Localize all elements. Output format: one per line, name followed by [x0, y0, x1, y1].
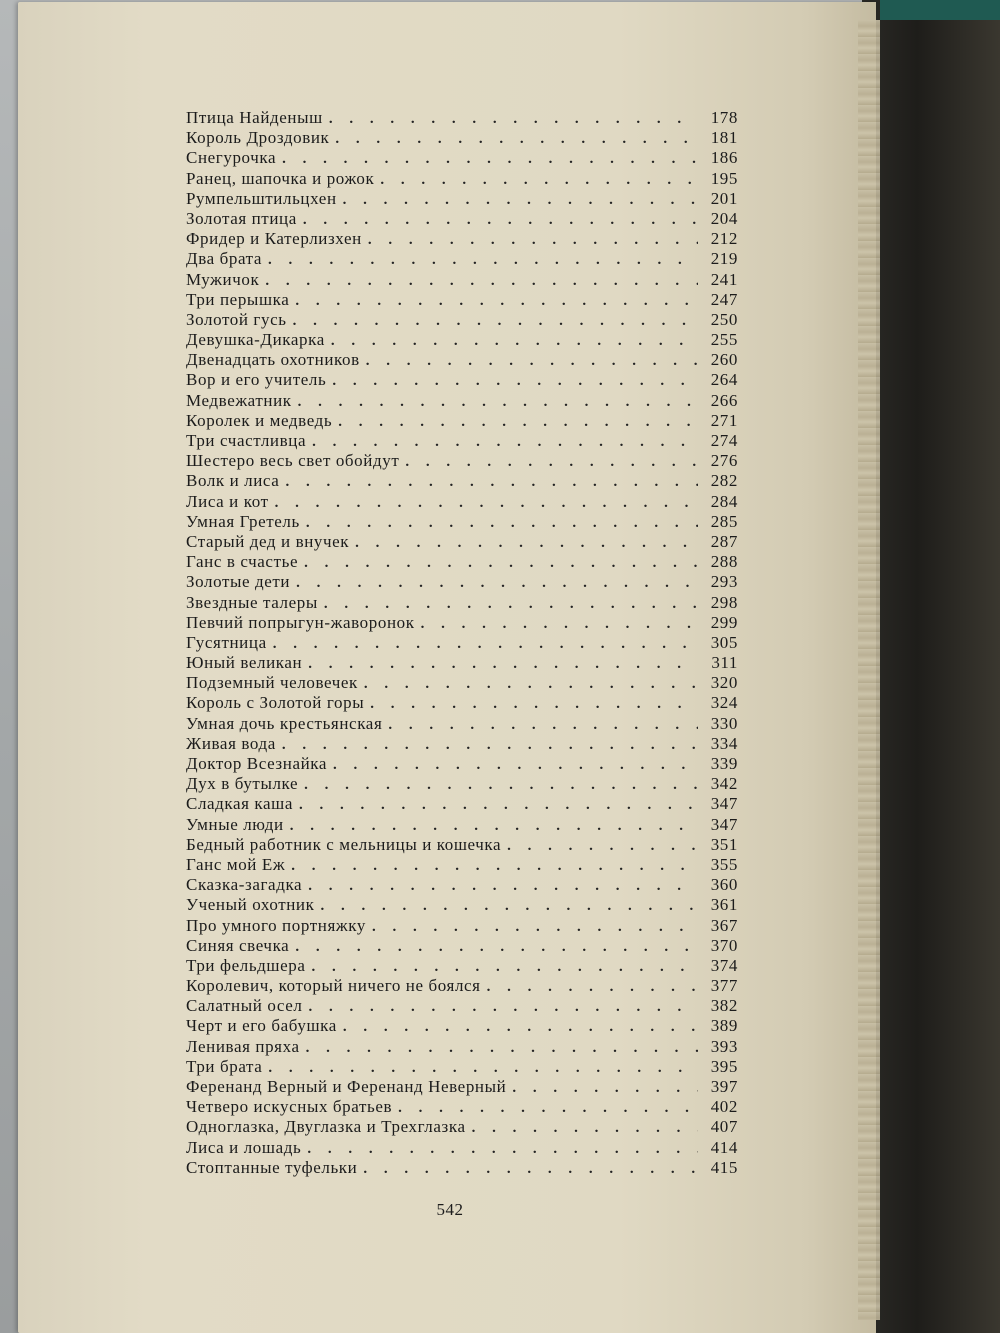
toc-entry [186, 794, 738, 814]
dot-leader [298, 777, 698, 794]
dot-leader [392, 1100, 698, 1117]
toc-entry-page: 255 [710, 330, 738, 350]
toc-entry-title: Доктор Всезнайка [186, 754, 328, 773]
toc-entry [186, 936, 738, 956]
dot-leader [302, 878, 698, 895]
toc-entry-page: 393 [710, 1036, 738, 1056]
toc-entry [186, 956, 738, 976]
dot-leader [301, 1141, 698, 1158]
toc-entry-page: 241 [710, 269, 738, 289]
toc-entry [186, 1117, 738, 1137]
toc-entry-page: 342 [710, 774, 738, 794]
toc-entry-title: Лиса и кот [186, 491, 269, 511]
toc-entry-title: Два брата [186, 249, 263, 269]
toc-entry-page: 204 [710, 208, 738, 228]
toc-entry-page: 201 [710, 188, 738, 208]
toc-entry-title: Ученый охотник [186, 895, 315, 915]
toc-entry-page: 320 [710, 673, 738, 693]
toc-entry-title: Ганс мой Еж [186, 854, 286, 874]
toc-entry [186, 451, 738, 471]
toc-entry-title: Фридер и Катерлизхен [186, 229, 362, 249]
toc-entry-title: Мужичок [186, 269, 260, 289]
toc-entry-page: 324 [710, 693, 738, 713]
toc-entry-page: 311 [711, 653, 738, 673]
toc-entry [186, 431, 738, 451]
dot-leader [285, 858, 698, 875]
toc-entry [186, 613, 738, 633]
toc-entry-page: 219 [710, 249, 738, 269]
toc-entry-page: 287 [710, 531, 738, 551]
toc-entry-title: Медвежатник [186, 390, 292, 410]
toc-entry-page: 407 [710, 1117, 738, 1137]
dot-leader [262, 1060, 698, 1077]
dot-leader [362, 232, 698, 249]
toc-entry [186, 148, 738, 168]
toc-entry-title: Стоптанные туфельки [186, 1157, 358, 1177]
toc-entry [186, 249, 738, 269]
toc-entry-title: Королек и медведь [186, 410, 333, 430]
toc-entry-title: Девушка-Дикарка [186, 330, 325, 350]
toc-entry-page: 247 [710, 289, 738, 309]
dot-leader [279, 474, 698, 491]
dot-leader [366, 919, 698, 936]
toc-entry-title: Золотая птица [186, 208, 297, 228]
book-spine-band [880, 0, 1000, 20]
book-cover-edge [862, 0, 1000, 1333]
toc-entry-title: Волк и лиса [186, 471, 280, 491]
dot-leader [306, 434, 698, 451]
toc-entry-page: 367 [710, 915, 738, 935]
toc-entry [186, 1057, 738, 1077]
dot-leader [399, 454, 698, 471]
toc-entry-title: Дух в бутылке [186, 774, 299, 794]
toc-entry [186, 512, 738, 532]
toc-entry-title: Синяя свечка [186, 935, 290, 955]
toc-entry-page: 181 [710, 128, 738, 148]
toc-entry-title: Сказка-загадка [186, 875, 303, 895]
toc-entry-page: 282 [710, 471, 738, 491]
dot-leader [269, 495, 698, 512]
toc-entry-page: 284 [710, 491, 738, 511]
dot-leader [481, 979, 698, 996]
toc-entry-page: 250 [710, 309, 738, 329]
toc-entry [186, 633, 738, 653]
dot-leader [318, 596, 698, 613]
toc-entry-title: Умные люди [186, 814, 284, 834]
toc-entry-title: Четверо искусных братьев [186, 1097, 393, 1117]
toc-entry-page: 351 [710, 834, 738, 854]
toc-entry [186, 1037, 738, 1057]
toc-entry [186, 996, 738, 1016]
dot-leader [302, 999, 698, 1016]
dot-leader [298, 555, 698, 572]
toc-entry [186, 370, 738, 390]
dot-leader [349, 535, 698, 552]
dot-leader [293, 797, 698, 814]
toc-entry-page: 414 [710, 1137, 738, 1157]
toc-entry [186, 229, 738, 249]
toc-entry [186, 653, 738, 673]
toc-entry-title: Подземный человечек [186, 673, 358, 693]
dot-leader [302, 656, 698, 673]
toc-entry-title: Шестеро весь свет обойдут [186, 451, 400, 471]
toc-entry-title: Умная дочь крестьянская [186, 713, 383, 733]
dot-leader [259, 273, 698, 290]
dot-leader [287, 313, 698, 330]
toc-entry-page: 415 [710, 1157, 738, 1177]
toc-entry [186, 1138, 738, 1158]
dot-leader [300, 1040, 698, 1057]
dot-leader [323, 111, 698, 128]
toc-entry-title: Певчий попрыгун-жаворонок [186, 612, 415, 632]
toc-entry [186, 835, 738, 855]
toc-entry-title: Три фельдшера [186, 955, 306, 975]
toc-entry [186, 552, 738, 572]
toc-entry-page: 195 [710, 168, 738, 188]
toc-entry-page: 374 [710, 955, 738, 975]
toc-entry-title: Лиса и лошадь [186, 1137, 302, 1157]
dot-leader [329, 131, 698, 148]
toc-entry-page: 339 [710, 754, 738, 773]
toc-entry [186, 471, 738, 491]
toc-entry-page: 271 [710, 410, 738, 430]
toc-entry [186, 492, 738, 512]
toc-entry-page: 186 [710, 148, 738, 168]
toc-entry-title: Двенадцать охотников [186, 350, 360, 370]
toc-entry [186, 1158, 738, 1178]
dot-leader [360, 353, 698, 370]
toc-entry-title: Король с Золотой горы [186, 693, 365, 713]
toc-entry-title: Румпельштильцхен [186, 188, 337, 208]
toc-entry-page: 305 [710, 632, 738, 652]
toc-entry-title: Бедный работник с мельницы и кошечка [186, 834, 502, 854]
dot-leader [415, 616, 698, 633]
toc-entry-title: Три перышка [186, 289, 290, 309]
dot-leader [262, 252, 698, 269]
toc-entry-title: Гусятница [186, 632, 267, 652]
toc-entry-title: Одноглазка, Двуглазка и Трехглазка [186, 1117, 466, 1137]
toc-entry [186, 532, 738, 552]
dot-leader [289, 293, 698, 310]
toc-entry-page: 389 [710, 1016, 738, 1036]
toc-entry-page: 298 [710, 592, 738, 612]
toc-entry [186, 855, 738, 875]
toc-entry-page: 274 [710, 431, 738, 450]
dot-leader [267, 636, 698, 653]
toc-entry [186, 169, 738, 189]
dot-leader [284, 818, 698, 835]
dot-leader [300, 515, 698, 532]
toc-entry-page: 347 [710, 794, 738, 814]
toc-entry-title: Ганс в счастье [186, 552, 299, 572]
toc-entry [186, 916, 738, 936]
toc-entry-page: 260 [710, 350, 738, 370]
toc-entry-page: 264 [710, 370, 738, 390]
toc-entry-page: 347 [710, 814, 738, 834]
toc-entry [186, 209, 738, 229]
dot-leader [327, 757, 698, 774]
toc-entry-title: Три брата [186, 1056, 263, 1076]
toc-entry [186, 754, 738, 774]
toc-entry [186, 350, 738, 370]
toc-entry-title: Сладкая каша [186, 794, 294, 814]
toc-entry [186, 108, 738, 128]
dot-leader [325, 333, 698, 350]
toc-entry [186, 572, 738, 592]
toc-entry-title: Ференанд Верный и Ференанд Неверный [186, 1077, 507, 1096]
page-edge [858, 20, 880, 1320]
toc-entry-title: Ленивая пряха [186, 1036, 300, 1056]
toc-entry-page: 330 [710, 713, 738, 733]
toc-entry [186, 1077, 738, 1097]
toc-entry [186, 189, 738, 209]
dot-leader [332, 414, 698, 431]
dot-leader [506, 1080, 698, 1097]
dot-leader [374, 172, 698, 189]
toc-entry-title: Птица Найденыш [186, 108, 323, 127]
toc-entry-page: 266 [710, 390, 738, 410]
toc-entry-title: Старый дед и внучек [186, 531, 350, 551]
toc-entry-title: Золотые дети [186, 572, 291, 592]
toc-entry-page: 377 [710, 976, 738, 996]
toc-entry-title: Снегурочка [186, 148, 277, 168]
toc-entry-title: Черт и его бабушка [186, 1016, 337, 1036]
dot-leader [326, 373, 698, 390]
toc-entry-page: 382 [710, 996, 738, 1016]
dot-leader [315, 898, 699, 915]
toc-entry [186, 693, 738, 713]
toc-entry [186, 976, 738, 996]
toc-entry-page: 288 [710, 552, 738, 572]
toc-entry-title: Салатный осел [186, 996, 303, 1016]
dot-leader [357, 1161, 698, 1178]
toc-entry-page: 276 [710, 451, 738, 471]
toc-entry [186, 815, 738, 835]
toc-entry-title: Золотой гусь [186, 309, 287, 329]
dot-leader [292, 394, 698, 411]
toc-entry-page: 370 [710, 935, 738, 955]
toc-entry-page: 299 [710, 612, 738, 632]
dot-leader [337, 1019, 698, 1036]
toc-entry-title: Умная Гретель [186, 511, 300, 531]
toc-entry-page: 334 [710, 733, 738, 753]
toc-entry [186, 411, 738, 431]
dot-leader [297, 212, 698, 229]
toc-entry-page: 397 [710, 1077, 738, 1096]
toc-entry [186, 673, 738, 693]
dot-leader [276, 737, 698, 754]
toc-entry-title: Королевич, который ничего не боялся [186, 976, 481, 996]
toc-entry [186, 1016, 738, 1036]
dot-leader [382, 717, 698, 734]
toc-entry-title: Юный великан [186, 653, 303, 673]
toc-entry-page: 395 [710, 1056, 738, 1076]
dot-leader [466, 1120, 698, 1137]
toc-entry-title: Король Дроздовик [186, 128, 330, 148]
toc-entry-page: 212 [710, 229, 738, 249]
table-of-contents [186, 108, 738, 1178]
toc-entry-page: 293 [710, 572, 738, 592]
toc-entry-page: 402 [710, 1097, 738, 1117]
dot-leader [289, 939, 698, 956]
dot-leader [358, 676, 698, 693]
dot-leader [364, 696, 698, 713]
toc-entry-page: 178 [710, 108, 738, 127]
toc-entry [186, 875, 738, 895]
toc-entry-title: Живая вода [186, 733, 276, 753]
dot-leader [337, 192, 698, 209]
dot-leader [306, 959, 698, 976]
page-number: 542 [436, 1200, 464, 1219]
toc-entry [186, 593, 738, 613]
toc-entry-page: 285 [710, 511, 738, 531]
toc-entry-title: Вор и его учитель [186, 370, 327, 390]
dot-leader [290, 575, 698, 592]
toc-entry [186, 128, 738, 148]
toc-entry [186, 714, 738, 734]
dot-leader [276, 151, 698, 168]
toc-entry [186, 774, 738, 794]
toc-entry [186, 330, 738, 350]
toc-entry-title: Три счастливца [186, 431, 307, 450]
toc-entry-title: Звездные талеры [186, 592, 318, 612]
dot-leader [501, 838, 698, 855]
toc-entry [186, 391, 738, 411]
toc-entry-page: 355 [710, 854, 738, 874]
toc-entry-page: 361 [710, 895, 738, 915]
toc-entry-page: 360 [710, 875, 738, 895]
toc-entry [186, 290, 738, 310]
toc-entry [186, 1097, 738, 1117]
toc-entry-title: Ранец, шапочка и рожок [186, 168, 375, 188]
toc-entry [186, 895, 738, 915]
toc-entry [186, 734, 738, 754]
toc-entry-title: Про умного портняжку [186, 915, 366, 935]
toc-entry [186, 310, 738, 330]
toc-entry [186, 270, 738, 290]
